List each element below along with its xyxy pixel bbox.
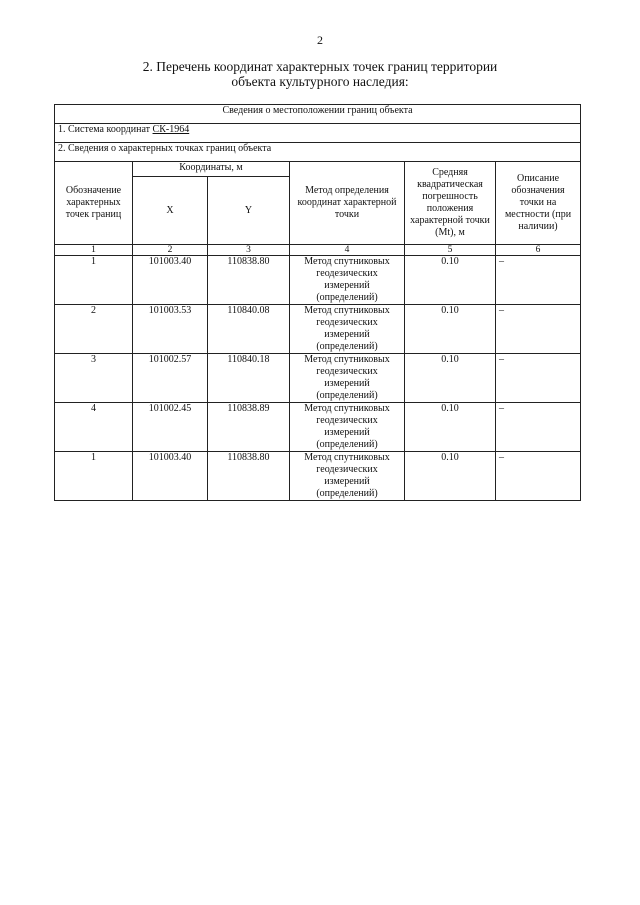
page-number: 2 [317, 33, 323, 47]
column-number: 4 [290, 245, 405, 256]
y-cell: 110840.08 [208, 305, 290, 354]
coordinates-table [54, 104, 581, 501]
table-row [55, 305, 581, 354]
table-row [55, 256, 581, 305]
column-number: 3 [208, 245, 290, 256]
description-cell: – [496, 305, 581, 354]
y-cell: 110838.80 [208, 256, 290, 305]
column-number: 1 [55, 245, 133, 256]
point-cell: 3 [55, 354, 133, 403]
x-cell: 101002.45 [133, 403, 208, 452]
header-coordinates: Координаты, м [133, 162, 290, 177]
x-cell: 101003.53 [133, 305, 208, 354]
method-cell: Метод спутниковых геодезических измерений (определений) [290, 403, 405, 452]
coord-system-row [55, 124, 581, 143]
header-designation: Обозначение характерных точек границ [55, 162, 133, 245]
header-x: X [133, 177, 208, 245]
section-header: Сведения о местоположении границ объекта [55, 105, 581, 124]
header-y: Y [208, 177, 290, 245]
table-row [55, 403, 581, 452]
table-row [55, 354, 581, 403]
point-cell: 2 [55, 305, 133, 354]
x-cell: 101003.40 [133, 452, 208, 501]
table-row [55, 452, 581, 501]
description-cell: – [496, 452, 581, 501]
header-description: Описание обозначения точки на местности (при наличии) [496, 162, 581, 245]
error-cell: 0.10 [405, 256, 496, 305]
x-cell: 101002.57 [133, 354, 208, 403]
method-cell: Метод спутниковых геодезических измерений (определений) [290, 305, 405, 354]
description-cell: – [496, 403, 581, 452]
error-cell: 0.10 [405, 305, 496, 354]
column-number: 5 [405, 245, 496, 256]
method-cell: Метод спутниковых геодезических измерений (определений) [290, 354, 405, 403]
column-number: 6 [496, 245, 581, 256]
method-cell: Метод спутниковых геодезических измерений (определений) [290, 256, 405, 305]
x-cell: 101003.40 [133, 256, 208, 305]
error-cell: 0.10 [405, 403, 496, 452]
header-error: Средняя квадратическая погрешность положения характерной точки (Mt), м [405, 162, 496, 245]
y-cell: 110838.80 [208, 452, 290, 501]
y-cell: 110840.18 [208, 354, 290, 403]
error-cell: 0.10 [405, 452, 496, 501]
point-cell: 1 [55, 452, 133, 501]
coord-system-value: СК-1964 [152, 124, 190, 135]
title-line-1: 2. Перечень координат характерных точек границ территории [142, 59, 498, 74]
document-title [60, 59, 580, 89]
column-number: 2 [133, 245, 208, 256]
y-cell: 110838.89 [208, 403, 290, 452]
error-cell: 0.10 [405, 354, 496, 403]
coord-system-label: 1. Система координат [58, 124, 151, 135]
point-cell: 4 [55, 403, 133, 452]
points-info-row: 2. Сведения о характерных точках границ объекта [55, 143, 581, 162]
header-method: Метод определения координат характерной точки [290, 162, 405, 245]
point-cell: 1 [55, 256, 133, 305]
description-cell: – [496, 256, 581, 305]
description-cell: – [496, 354, 581, 403]
method-cell: Метод спутниковых геодезических измерений (определений) [290, 452, 405, 501]
column-numbers-row [55, 245, 581, 256]
title-line-2: объекта культурного наследия: [231, 74, 409, 89]
